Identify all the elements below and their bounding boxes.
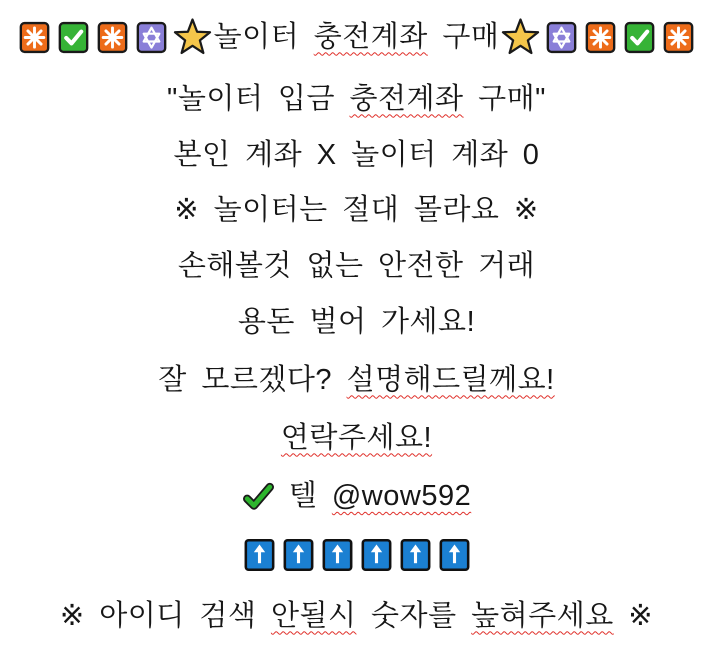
star-icon: [500, 18, 541, 57]
telegram-line: [0, 467, 713, 526]
up-arrow-icon: [361, 537, 392, 573]
check-mark-button-icon: [58, 20, 89, 55]
quote-text-post: 구매": [463, 82, 546, 115]
up-arrow-icon: [322, 537, 353, 573]
explain-text-misspelled: 설명해드릴께요!: [346, 363, 555, 396]
pocket-money-line: [0, 294, 713, 351]
telegram-label: 텔: [288, 480, 332, 512]
quote-line: [0, 70, 713, 128]
safe-trade-text: 손해볼것 없는 안전한 거래: [177, 249, 536, 282]
up-arrow-icon: [244, 537, 275, 573]
up-arrow-icon: [400, 537, 431, 573]
account-text: 본인 계좌 X 놀이터 계좌 0: [173, 139, 540, 171]
search-notice-misspelled: 안될시: [270, 599, 357, 632]
quote-text-misspelled: 충전계좌: [349, 82, 464, 115]
search-notice-line: [0, 584, 713, 648]
star-of-david-icon: [546, 20, 577, 55]
check-mark-button-icon: [624, 20, 655, 55]
up-arrow-icon: [283, 537, 314, 573]
eight-spoked-asterisk-icon: [585, 20, 616, 55]
star-of-david-icon: [136, 20, 167, 55]
explain-line: [0, 351, 713, 409]
explain-text: 잘 모르겠다?: [158, 363, 347, 396]
star-icon: [172, 18, 213, 57]
notice-text: ※ 놀이터는 절대 몰라요 ※: [174, 194, 539, 226]
title-text: 놀이터: [213, 20, 314, 53]
contact-line: [0, 409, 713, 467]
safe-trade-line: [0, 238, 713, 294]
notice-line: [0, 183, 713, 238]
up-arrow-icon: [439, 537, 470, 573]
arrows-line: [0, 526, 713, 584]
telegram-handle: @wow592: [331, 480, 472, 512]
contact-text: 연락주세요!: [280, 421, 433, 454]
search-notice-text: 숫자를: [356, 599, 472, 632]
account-line: [0, 128, 713, 183]
search-notice-misspelled: 높혀주세요: [471, 599, 614, 632]
search-notice-text: ※ 아이디 검색: [59, 599, 271, 632]
quote-text: "놀이터 입금: [167, 82, 350, 115]
eight-spoked-asterisk-icon: [97, 20, 128, 55]
title-text-post: 구매: [427, 20, 500, 53]
eight-spoked-asterisk-icon: [663, 20, 694, 55]
search-notice-text: ※: [613, 599, 654, 632]
pocket-money-text: 용돈 벌어 가세요!: [237, 306, 476, 338]
check-mark-icon: [242, 482, 275, 511]
eight-spoked-asterisk-icon: [19, 20, 50, 55]
title-text-misspelled: 충전계좌: [313, 20, 428, 53]
title-line: [0, 4, 713, 70]
